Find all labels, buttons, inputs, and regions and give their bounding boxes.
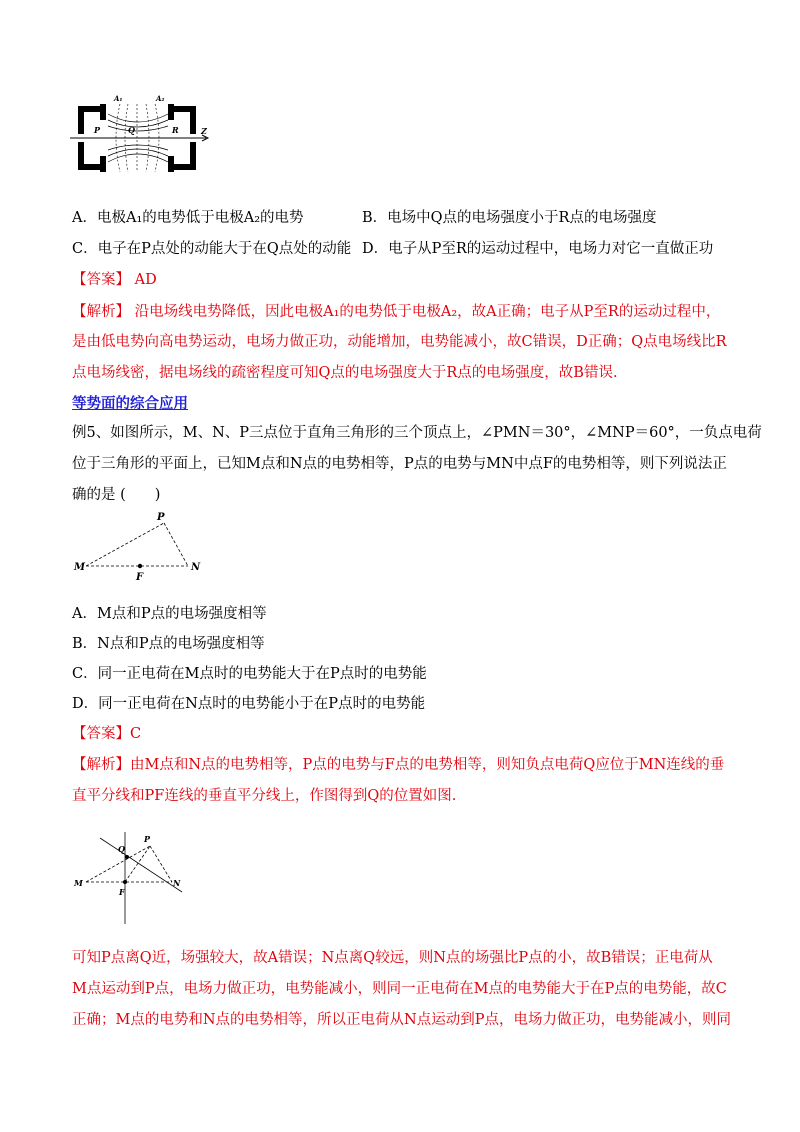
q4-answer: 【答案】 AD xyxy=(72,272,157,288)
q4-analysis-line-2: 是由低电势向高电势运动，电场力做正功，动能增加，电势能减小，故C错误，D正确；Q点电场线比R xyxy=(72,334,727,350)
con-label-n: N xyxy=(173,878,181,888)
q4-analysis-line-1: 【解析】 沿电场线电势降低，因此电极A₁的电势低于电极A₂，故A正确；电子从P至R的运动过程中， xyxy=(72,304,721,320)
label-a1: A₁ xyxy=(114,94,123,103)
q5-stem-line-1: 例5、如图所示，M、N、P三点位于直角三角形的三个顶点上，∠PMN＝30°，∠MNP＝60°，一负点电荷 xyxy=(72,425,762,441)
tri-label-p: P xyxy=(157,512,165,523)
con-label-f: F xyxy=(119,887,125,897)
q5-analysis-line-2: 直平分线和PF连线的垂直平分线上，作图得到Q的位置如图. xyxy=(72,788,457,804)
label-z: Z xyxy=(201,126,207,136)
label-a2: A₂ xyxy=(156,94,165,103)
construction-figure xyxy=(70,828,195,928)
con-label-p: P xyxy=(144,834,151,844)
triangle-figure xyxy=(70,508,210,584)
q5-option-c: C．同一正电荷在M点时的电势能大于在P点时的电势能 xyxy=(72,666,427,682)
q4-option-d: D．电子从P至R的运动过程中，电场力对它一直做正功 xyxy=(362,241,714,257)
tri-label-m: M xyxy=(74,562,86,573)
con-label-q: Q xyxy=(118,844,125,854)
q5-stem-line-3: 确的是 ( ) xyxy=(72,487,161,503)
q5-analysis-line-1: 【解析】由M点和N点的电势相等，P点的电势与F点的电势相等，则知负点电荷Q应位于MN连线的垂 xyxy=(72,757,725,773)
q5-analysis-line-3: 可知P点离Q近，场强较大，故A错误；N点离Q较远，则N点的场强比P点的小，故B错误；正电荷从 xyxy=(72,950,713,966)
q5-analysis-line-5: 正确；M点的电势和N点的电势相等，所以正电荷从N点运动到P点，电场力做正功，电势能减小，则同 xyxy=(72,1012,731,1028)
q5-stem-line-2: 位于三角形的平面上，已知M点和N点的电势相等，P点的电势与MN中点F的电势相等，则下列说法正 xyxy=(72,456,727,472)
tri-label-f: F xyxy=(136,572,144,583)
q5-option-d: D．同一正电荷在N点时的电势能小于在P点时的电势能 xyxy=(72,696,426,712)
tri-label-n: N xyxy=(191,562,201,573)
label-p: P xyxy=(94,125,101,135)
q4-analysis-line-3: 点电场线密，据电场线的疏密程度可知Q点的电场强度大于R点的电场强度，故B错误. xyxy=(72,365,618,381)
q4-option-a: A．电极A₁的电势低于电极A₂的电势 xyxy=(72,210,304,226)
q5-answer: 【答案】C xyxy=(72,726,142,742)
electrode-field-figure xyxy=(70,92,215,184)
label-r: R xyxy=(172,125,179,135)
label-q: Q xyxy=(128,125,135,135)
q5-analysis-line-4: M点运动到P点，电场力做正功，电势能减小，则同一正电荷在M点的电势能大于在P点的电势能，故C xyxy=(72,981,727,997)
q4-option-c: C．电子在P点处的动能大于在Q点处的动能 xyxy=(72,241,352,257)
q5-option-a: A．M点和P点的电场强度相等 xyxy=(72,606,267,622)
q5-option-b: B．N点和P点的电场强度相等 xyxy=(72,636,265,652)
con-label-m: M xyxy=(74,878,83,888)
section-title: 等势面的综合应用 xyxy=(72,395,188,412)
q4-option-b: B．电场中Q点的电场强度小于R点的电场强度 xyxy=(362,210,657,226)
